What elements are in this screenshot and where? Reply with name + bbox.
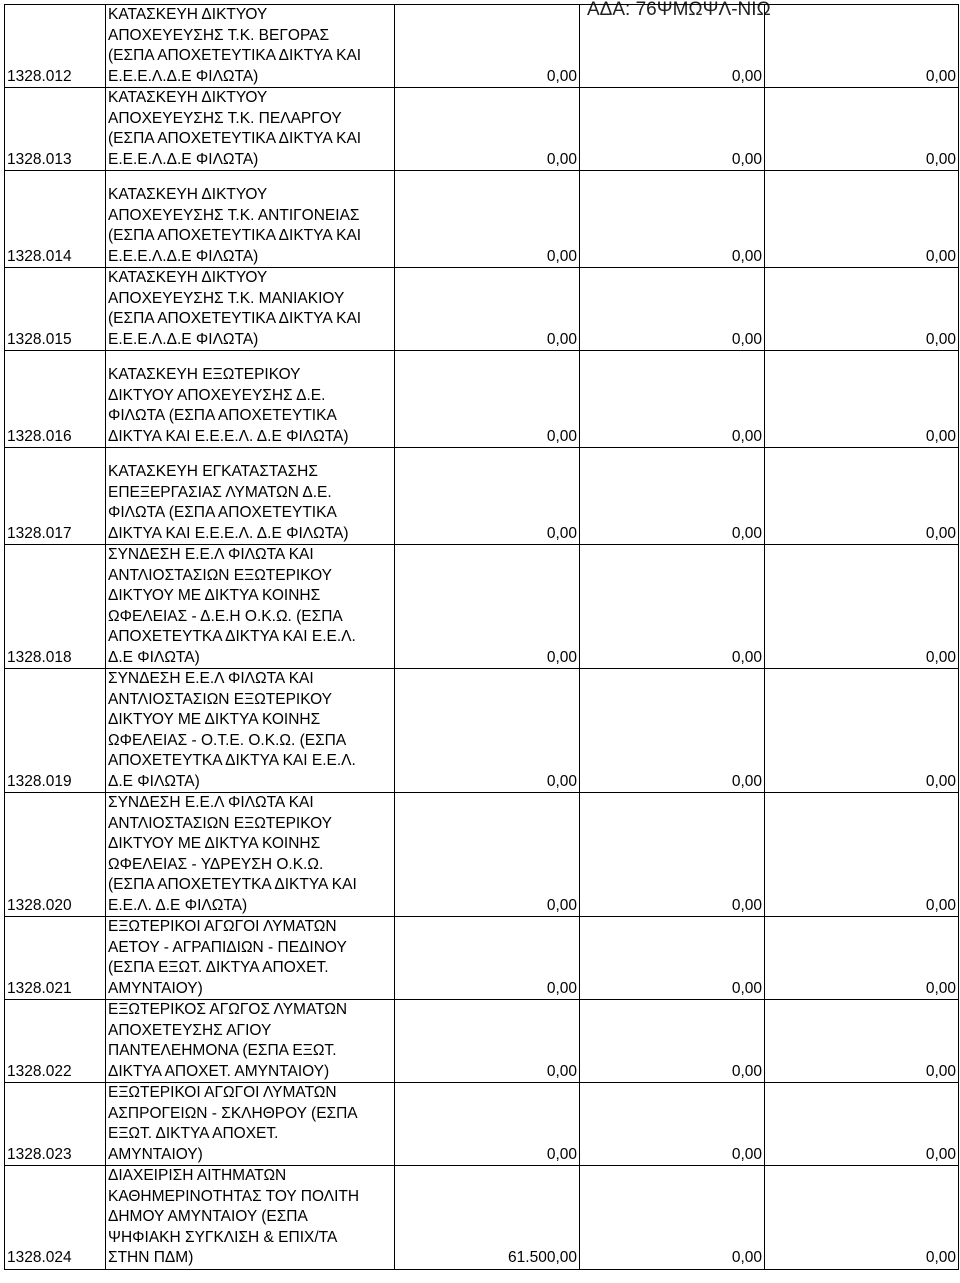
row-description: ΚΑΤΑΣΚΕΥΗ ΔΙΚΤΥΟΥ ΑΠΟΧΕΥΕΥΣΗΣ Τ.Κ. ΠΕΛΑΡΓΟΥ (ΕΣΠΑ ΑΠΟΧΕΤΕΥΤΙΚΑ ΔΙΚΤΥΑ ΚΑΙ Ε.Ε.Ε.Λ.Δ.Ε ΦΙΛΩΤΑ) <box>106 88 395 171</box>
row-value-2: 0,00 <box>580 448 765 545</box>
row-value-3: 0,00 <box>765 268 959 351</box>
row-code: 1328.016 <box>5 351 106 448</box>
row-value-2: 0,00 <box>580 917 765 1000</box>
row-value-2: 0,00 <box>580 1083 765 1166</box>
table-row <box>5 545 959 669</box>
row-value-3: 0,00 <box>765 917 959 1000</box>
table-row <box>5 88 959 171</box>
row-value-3: 0,00 <box>765 1000 959 1083</box>
row-code: 1328.015 <box>5 268 106 351</box>
row-description: ΣΥΝΔΕΣΗ Ε.Ε.Λ ΦΙΛΩΤΑ ΚΑΙ ΑΝΤΛΙΟΣΤΑΣΙΩΝ ΕΞΩΤΕΡΙΚΟΥ ΔΙΚΤΥΟΥ ΜΕ ΔΙΚΤΥΑ ΚΟΙΝΗΣ ΩΦΕΛΕΙΑΣ - Ο.Τ.Ε. Ο.Κ.Ω. (ΕΣΠΑ ΑΠΟΧΕΤΕΥΤΚΑ ΔΙΚΤΥΑ ΚΑΙ Ε.Ε.Λ. Δ.Ε ΦΙΛΩΤΑ) <box>106 669 395 793</box>
table-row <box>5 1166 959 1270</box>
table-row <box>5 1000 959 1083</box>
row-code: 1328.018 <box>5 545 106 669</box>
row-value-1: 0,00 <box>395 1000 580 1083</box>
row-value-3: 0,00 <box>765 88 959 171</box>
row-value-1: 0,00 <box>395 351 580 448</box>
row-value-2: 0,00 <box>580 351 765 448</box>
row-code: 1328.022 <box>5 1000 106 1083</box>
table-row <box>5 669 959 793</box>
row-value-2: 0,00 <box>580 5 765 88</box>
row-value-2: 0,00 <box>580 88 765 171</box>
row-value-3: 0,00 <box>765 793 959 917</box>
row-value-3: 0,00 <box>765 171 959 268</box>
row-value-3: 0,00 <box>765 351 959 448</box>
row-value-1: 0,00 <box>395 669 580 793</box>
row-description: ΚΑΤΑΣΚΕΥΗ ΔΙΚΤΥΟΥ ΑΠΟΧΕΥΕΥΣΗΣ Τ.Κ. ΜΑΝΙΑΚΙΟΥ (ΕΣΠΑ ΑΠΟΧΕΤΕΥΤΙΚΑ ΔΙΚΤΥΑ ΚΑΙ Ε.Ε.Ε.Λ.Δ.Ε ΦΙΛΩΤΑ) <box>106 268 395 351</box>
row-value-1: 0,00 <box>395 793 580 917</box>
row-description: ΣΥΝΔΕΣΗ Ε.Ε.Λ ΦΙΛΩΤΑ ΚΑΙ ΑΝΤΛΙΟΣΤΑΣΙΩΝ ΕΞΩΤΕΡΙΚΟΥ ΔΙΚΤΥΟΥ ΜΕ ΔΙΚΤΥΑ ΚΟΙΝΗΣ ΩΦΕΛΕΙΑΣ - ΥΔΡΕΥΣΗ Ο.Κ.Ω. (ΕΣΠΑ ΑΠΟΧΕΤΕΥΤΚΑ ΔΙΚΤΥΑ ΚΑΙ Ε.Ε.Λ. Δ.Ε ΦΙΛΩΤΑ) <box>106 793 395 917</box>
table-row <box>5 793 959 917</box>
table-row <box>5 268 959 351</box>
row-value-2: 0,00 <box>580 268 765 351</box>
row-value-1: 0,00 <box>395 545 580 669</box>
row-value-2: 0,00 <box>580 171 765 268</box>
row-code: 1328.012 <box>5 5 106 88</box>
row-value-1: 0,00 <box>395 171 580 268</box>
row-code: 1328.024 <box>5 1166 106 1270</box>
row-description: ΣΥΝΔΕΣΗ Ε.Ε.Λ ΦΙΛΩΤΑ ΚΑΙ ΑΝΤΛΙΟΣΤΑΣΙΩΝ ΕΞΩΤΕΡΙΚΟΥ ΔΙΚΤΥΟΥ ΜΕ ΔΙΚΤΥΑ ΚΟΙΝΗΣ ΩΦΕΛΕΙΑΣ - Δ.Ε.Η Ο.Κ.Ω. (ΕΣΠΑ ΑΠΟΧΕΤΕΥΤΚΑ ΔΙΚΤΥΑ ΚΑΙ Ε.Ε.Λ. Δ.Ε ΦΙΛΩΤΑ) <box>106 545 395 669</box>
row-description: ΔΙΑΧΕΙΡΙΣΗ ΑΙΤΗΜΑΤΩΝ ΚΑΘΗΜΕΡΙΝΟΤΗΤΑΣ ΤΟΥ ΠΟΛΙΤΗ ΔΗΜΟΥ ΑΜΥΝΤΑΙΟΥ (ΕΣΠΑ ΨΗΦΙΑΚΗ ΣΥΓΚΛΙΣΗ & ΕΠΙΧ/ΤΑ ΣΤΗΝ ΠΔΜ) <box>106 1166 395 1270</box>
budget-table <box>4 4 959 1270</box>
row-description: ΚΑΤΑΣΚΕΥΗ ΔΙΚΤΥΟΥ ΑΠΟΧΕΥΕΥΣΗΣ Τ.Κ. ΑΝΤΙΓΟΝΕΙΑΣ (ΕΣΠΑ ΑΠΟΧΕΤΕΥΤΙΚΑ ΔΙΚΤΥΑ ΚΑΙ Ε.Ε.Ε.Λ.Δ.Ε ΦΙΛΩΤΑ) <box>106 171 395 268</box>
row-value-3: 0,00 <box>765 5 959 88</box>
row-value-3: 0,00 <box>765 1166 959 1270</box>
row-description: ΕΞΩΤΕΡΙΚΟΙ ΑΓΩΓΟΙ ΛΥΜΑΤΩΝ ΑΕΤΟΥ - ΑΓΡΑΠΙΔΙΩΝ - ΠΕΔΙΝΟΥ (ΕΣΠΑ ΕΞΩΤ. ΔΙΚΤΥΑ ΑΠΟΧΕΤ. ΑΜΥΝΤΑΙΟΥ) <box>106 917 395 1000</box>
row-code: 1328.020 <box>5 793 106 917</box>
table-row <box>5 351 959 448</box>
row-code: 1328.013 <box>5 88 106 171</box>
row-description: ΕΞΩΤΕΡΙΚΟΣ ΑΓΩΓΟΣ ΛΥΜΑΤΩΝ ΑΠΟΧΕΤΕΥΣΗΣ ΑΓΙΟΥ ΠΑΝΤΕΛΕΗΜΟΝΑ (ΕΣΠΑ ΕΞΩΤ. ΔΙΚΤΥΑ ΑΠΟΧΕΤ. ΑΜΥΝΤΑΙΟΥ) <box>106 1000 395 1083</box>
row-code: 1328.014 <box>5 171 106 268</box>
ada-header: ΑΔΑ: 76ΨΜΩΨΛ-ΝΙΩ <box>587 0 771 16</box>
row-value-1: 0,00 <box>395 268 580 351</box>
table-row <box>5 448 959 545</box>
row-value-3: 0,00 <box>765 448 959 545</box>
row-value-3: 0,00 <box>765 545 959 669</box>
table-row <box>5 917 959 1000</box>
row-value-1: 0,00 <box>395 448 580 545</box>
table-row <box>5 1083 959 1166</box>
row-value-1: 0,00 <box>395 1083 580 1166</box>
row-code: 1328.021 <box>5 917 106 1000</box>
row-value-1: 0,00 <box>395 917 580 1000</box>
row-code: 1328.019 <box>5 669 106 793</box>
row-value-3: 0,00 <box>765 669 959 793</box>
row-value-2: 0,00 <box>580 1000 765 1083</box>
row-code: 1328.017 <box>5 448 106 545</box>
row-value-2: 0,00 <box>580 793 765 917</box>
row-value-1: 61.500,00 <box>395 1166 580 1270</box>
table-row <box>5 5 959 88</box>
row-description: ΚΑΤΑΣΚΕΥΗ ΕΞΩΤΕΡΙΚΟΥ ΔΙΚΤΥΟΥ ΑΠΟΧΕΥΕΥΣΗΣ Δ.Ε. ΦΙΛΩΤΑ (ΕΣΠΑ ΑΠΟΧΕΤΕΥΤΙΚΑ ΔΙΚΤΥΑ ΚΑΙ Ε.Ε.Ε.Λ. Δ.Ε ΦΙΛΩΤΑ) <box>106 351 395 448</box>
row-value-2: 0,00 <box>580 545 765 669</box>
row-description: ΚΑΤΑΣΚΕΥΗ ΕΓΚΑΤΑΣΤΑΣΗΣ ΕΠΕΞΕΡΓΑΣΙΑΣ ΛΥΜΑΤΩΝ Δ.Ε. ΦΙΛΩΤΑ (ΕΣΠΑ ΑΠΟΧΕΤΕΥΤΙΚΑ ΔΙΚΤΥΑ ΚΑΙ Ε.Ε.Ε.Λ. Δ.Ε ΦΙΛΩΤΑ) <box>106 448 395 545</box>
row-value-1: 0,00 <box>395 88 580 171</box>
table-row <box>5 171 959 268</box>
row-value-2: 0,00 <box>580 669 765 793</box>
row-code: 1328.023 <box>5 1083 106 1166</box>
row-description: ΚΑΤΑΣΚΕΥΗ ΔΙΚΤΥΟΥ ΑΠΟΧΕΥΕΥΣΗΣ Τ.Κ. ΒΕΓΟΡΑΣ (ΕΣΠΑ ΑΠΟΧΕΤΕΥΤΙΚΑ ΔΙΚΤΥΑ ΚΑΙ Ε.Ε.Ε.Λ.Δ.Ε ΦΙΛΩΤΑ) <box>106 5 395 88</box>
row-value-2: 0,00 <box>580 1166 765 1270</box>
row-value-3: 0,00 <box>765 1083 959 1166</box>
row-value-1: 0,00 <box>395 5 580 88</box>
row-description: ΕΞΩΤΕΡΙΚΟΙ ΑΓΩΓΟΙ ΛΥΜΑΤΩΝ ΑΣΠΡΟΓΕΙΩΝ - ΣΚΛΗΘΡΟΥ (ΕΣΠΑ ΕΞΩΤ. ΔΙΚΤΥΑ ΑΠΟΧΕΤ. ΑΜΥΝΤΑΙΟΥ) <box>106 1083 395 1166</box>
